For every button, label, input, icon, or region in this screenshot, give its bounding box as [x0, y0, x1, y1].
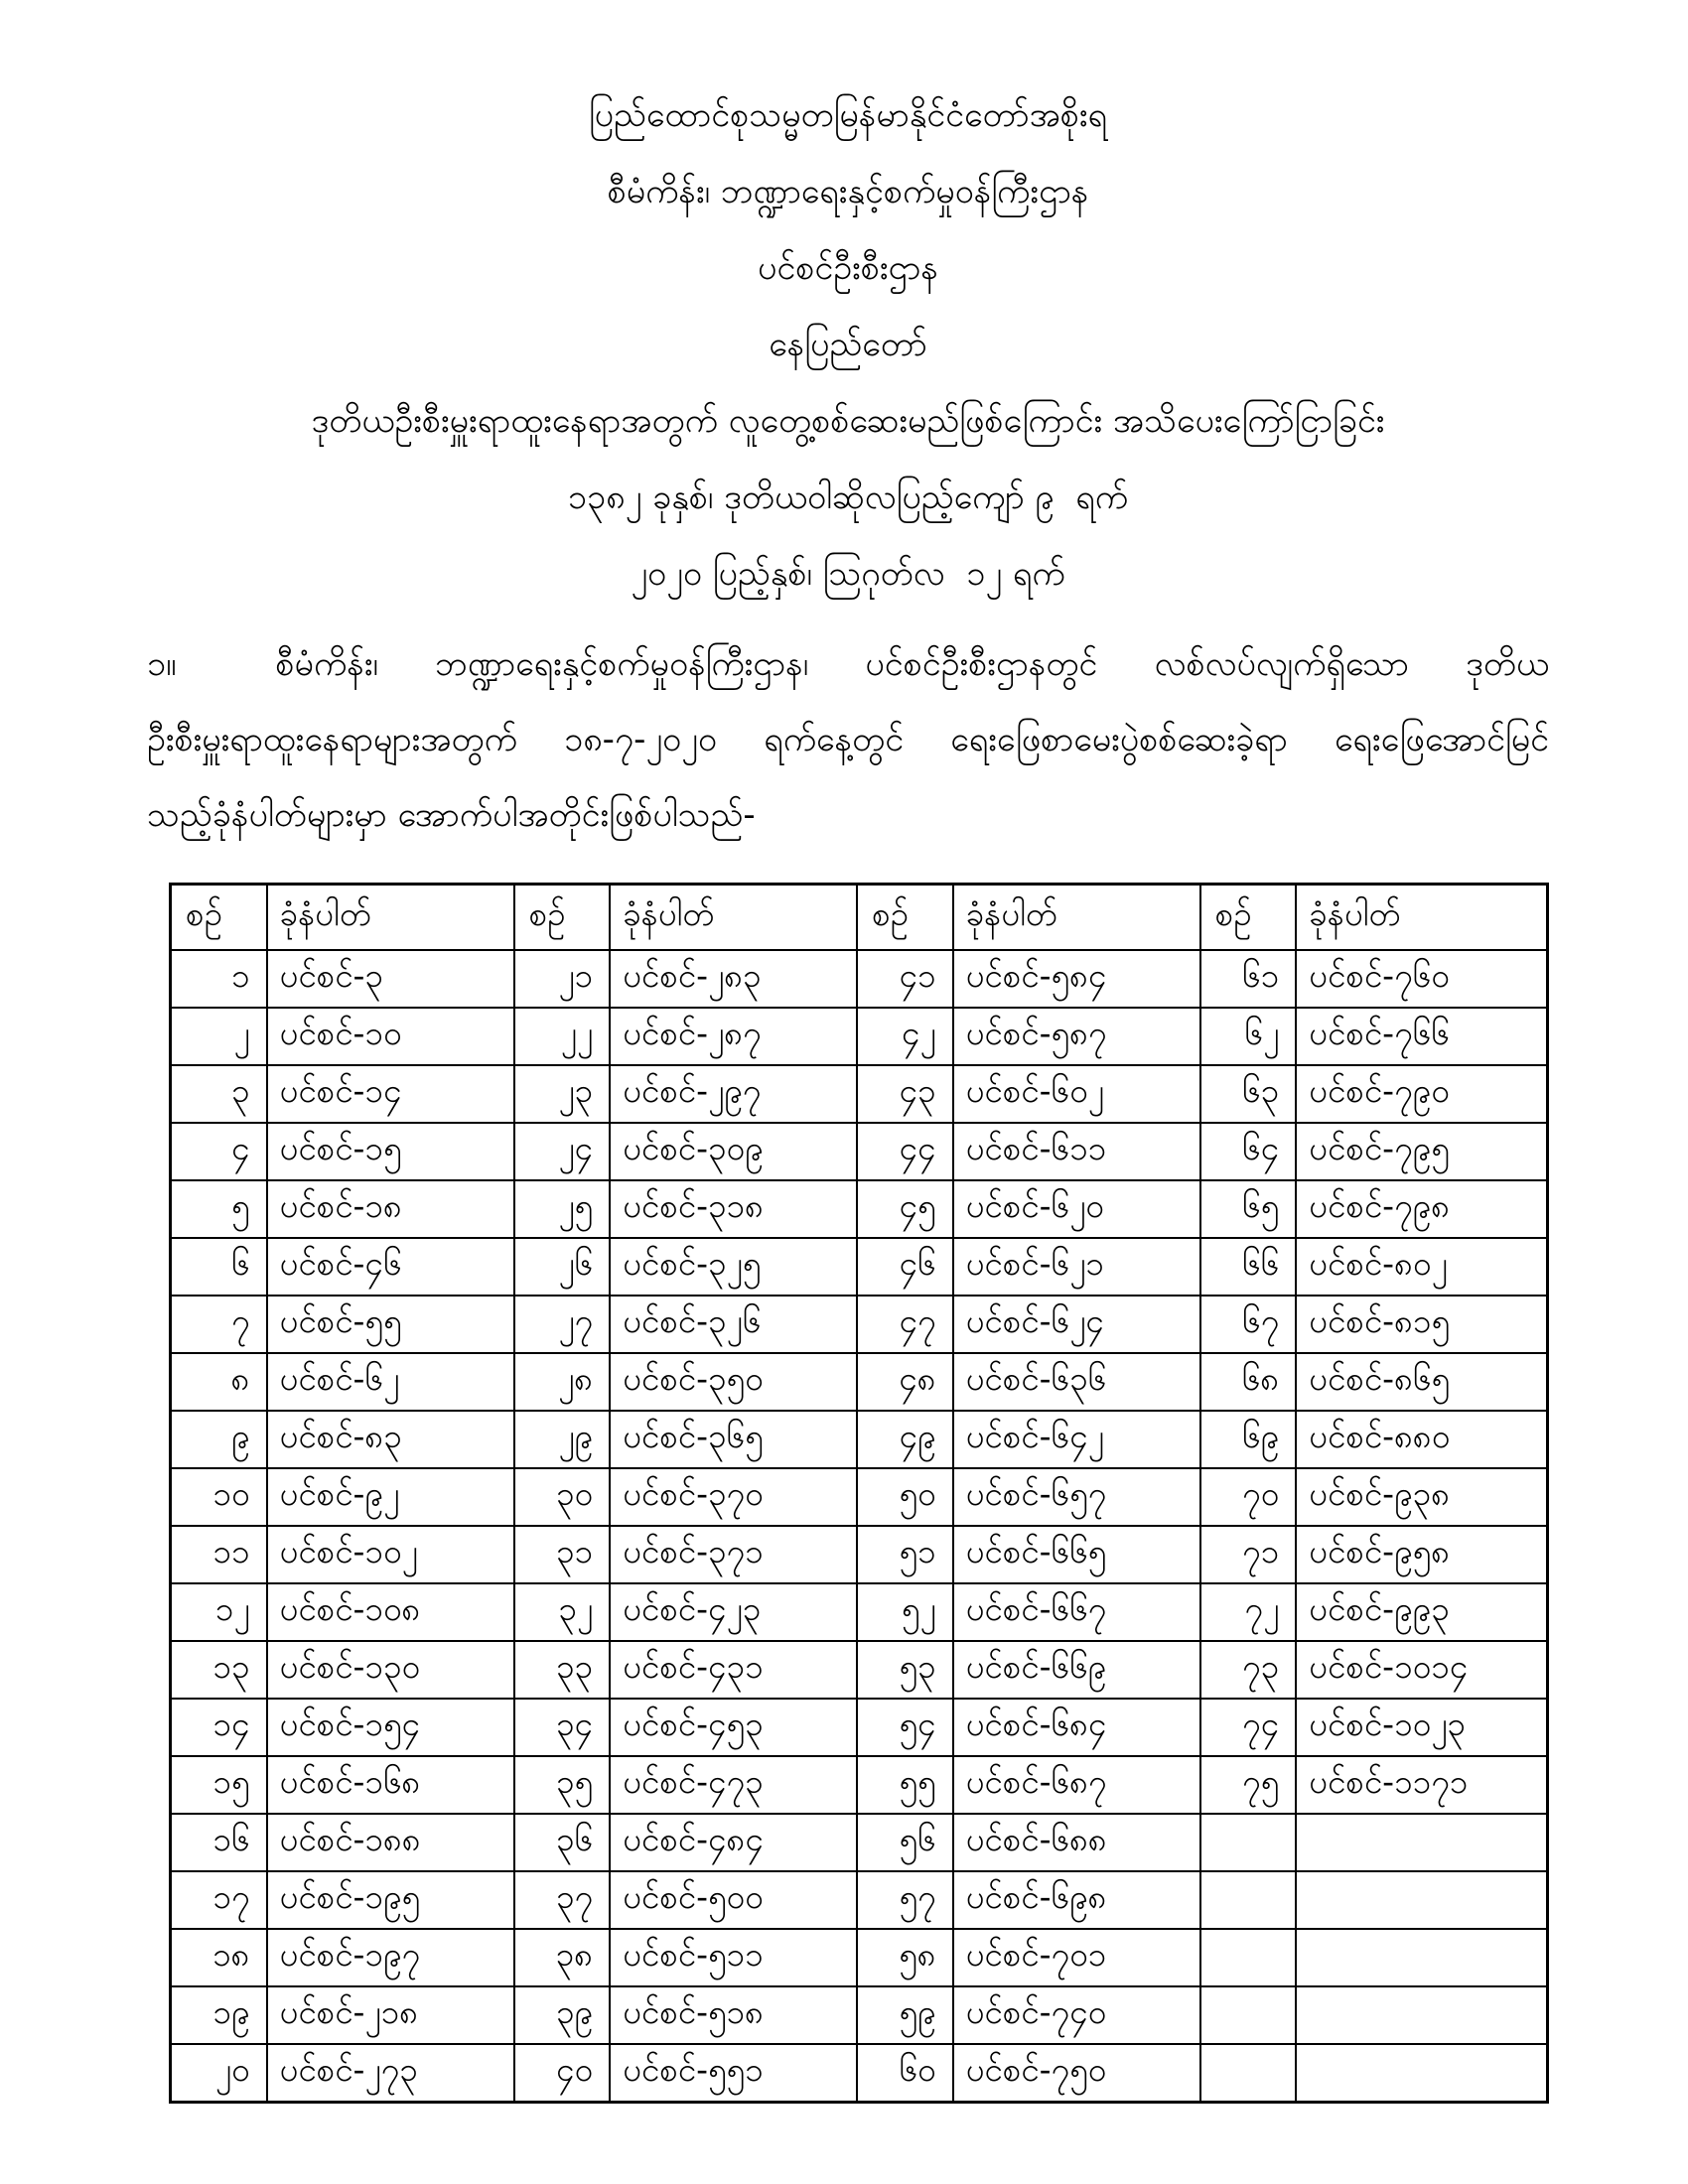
- serial-number-cell: ၁၂: [171, 1583, 267, 1641]
- serial-number-cell: ၆၆: [1200, 1238, 1297, 1296]
- serial-number-cell: ၅၅: [857, 1756, 953, 1814]
- myanmar-calendar-date: ၁၃၈၂ ခုနှစ်၊ ဒုတိယဝါဆိုလပြည့်ကျော် ၉ ရက်: [567, 478, 1129, 517]
- roll-number-cell: [1296, 2044, 1547, 2103]
- results-table-body: [171, 950, 1548, 2103]
- roll-number-cell: ပင်စင်-၁၃၀: [267, 1641, 514, 1699]
- roll-number-cell: ပင်စင်-၆၂၄: [953, 1296, 1200, 1353]
- serial-number-cell: ၇၅: [1200, 1756, 1297, 1814]
- table-row: [171, 1641, 1548, 1699]
- serial-number-cell: ၃၉: [514, 1986, 611, 2044]
- roll-number-cell: ပင်စင်-၈၆၅: [1296, 1353, 1547, 1411]
- serial-number-cell: ၅၉: [857, 1986, 953, 2044]
- table-row: [171, 1814, 1548, 1871]
- city-line: နေပြည်တော်: [769, 325, 927, 364]
- roll-number-cell: ပင်စင်-၂၈၇: [610, 1008, 857, 1065]
- table-row: [171, 1065, 1548, 1123]
- roll-number-cell: ပင်စင်-၃၀၉: [610, 1123, 857, 1180]
- serial-number-cell: ၄၇: [857, 1296, 953, 1353]
- serial-number-cell: ၇: [171, 1296, 267, 1353]
- serial-number-cell: ၄၁: [857, 950, 953, 1008]
- roll-number-cell: ပင်စင်-၂၈၃: [610, 950, 857, 1008]
- roll-number-cell: ပင်စင်-၉၅၈: [1296, 1526, 1547, 1583]
- serial-number-cell: ၆၃: [1200, 1065, 1297, 1123]
- serial-number-cell: ၁၇: [171, 1871, 267, 1929]
- column-header-roll-number: ခုံနံပါတ်: [1296, 885, 1547, 951]
- serial-number-cell: ၆၉: [1200, 1411, 1297, 1468]
- serial-number-cell: ၃၅: [514, 1756, 611, 1814]
- roll-number-cell: ပင်စင်-၆၆၇: [953, 1583, 1200, 1641]
- roll-number-cell: ပင်စင်-၅၅၁: [610, 2044, 857, 2103]
- roll-number-cell: ပင်စင်-၃: [267, 950, 514, 1008]
- roll-number-cell: ပင်စင်-၆၀၂: [953, 1065, 1200, 1123]
- serial-number-cell: ၁၀: [171, 1468, 267, 1526]
- table-row: [171, 1468, 1548, 1526]
- serial-number-cell: ၃၁: [514, 1526, 611, 1583]
- roll-number-cell: ပင်စင်-၆၈၈: [953, 1814, 1200, 1871]
- roll-number-cell: ပင်စင်-၅၀၀: [610, 1871, 857, 1929]
- serial-number-cell: ၅၈: [857, 1929, 953, 1986]
- serial-number-cell: ၅၄: [857, 1699, 953, 1756]
- serial-number-cell: ၂၄: [514, 1123, 611, 1180]
- serial-number-cell: ၂၆: [514, 1238, 611, 1296]
- serial-number-cell: ၇၄: [1200, 1699, 1297, 1756]
- serial-number-cell: ၆၄: [1200, 1123, 1297, 1180]
- roll-number-cell: ပင်စင်-၈၈၀: [1296, 1411, 1547, 1468]
- serial-number-cell: ၄၅: [857, 1180, 953, 1238]
- table-row: [171, 1929, 1548, 1986]
- roll-number-cell: ပင်စင်-၉၃၈: [1296, 1468, 1547, 1526]
- serial-number-cell: [1200, 1929, 1297, 1986]
- roll-number-cell: ပင်စင်-၁၅၄: [267, 1699, 514, 1756]
- table-row: [171, 1123, 1548, 1180]
- serial-number-cell: ၇၂: [1200, 1583, 1297, 1641]
- roll-number-cell: ပင်စင်-၇၉၅: [1296, 1123, 1547, 1180]
- table-row: [171, 1353, 1548, 1411]
- column-header-roll-number: ခုံနံပါတ်: [267, 885, 514, 951]
- table-row: [171, 1986, 1548, 2044]
- table-row: [171, 1411, 1548, 1468]
- roll-number-cell: ပင်စင်-၆၃၆: [953, 1353, 1200, 1411]
- roll-number-cell: ပင်စင်-၇၆၆: [1296, 1008, 1547, 1065]
- table-row: [171, 1756, 1548, 1814]
- serial-number-cell: ၆၁: [1200, 950, 1297, 1008]
- results-table-header-row: [171, 885, 1548, 951]
- roll-number-cell: ပင်စင်-၇၄၀: [953, 1986, 1200, 2044]
- serial-number-cell: ၄၄: [857, 1123, 953, 1180]
- table-row: [171, 1583, 1548, 1641]
- roll-number-cell: ပင်စင်-၃၅၀: [610, 1353, 857, 1411]
- column-header-roll-number: ခုံနံပါတ်: [610, 885, 857, 951]
- roll-number-cell: ပင်စင်-၆၄၂: [953, 1411, 1200, 1468]
- serial-number-cell: ၄: [171, 1123, 267, 1180]
- roll-number-cell: ပင်စင်-၈၁၅: [1296, 1296, 1547, 1353]
- serial-number-cell: ၅: [171, 1180, 267, 1238]
- serial-number-cell: ၆၀: [857, 2044, 953, 2103]
- serial-number-cell: ၂: [171, 1008, 267, 1065]
- serial-number-cell: ၁၈: [171, 1929, 267, 1986]
- roll-number-cell: ပင်စင်-၇၆၀: [1296, 950, 1547, 1008]
- roll-number-cell: ပင်စင်-၁၀၂: [267, 1526, 514, 1583]
- roll-number-cell: ပင်စင်-၃၇၁: [610, 1526, 857, 1583]
- serial-number-cell: ၁၁: [171, 1526, 267, 1583]
- table-row: [171, 1871, 1548, 1929]
- serial-number-cell: ၄၈: [857, 1353, 953, 1411]
- table-row: [171, 1296, 1548, 1353]
- serial-number-cell: ၂၂: [514, 1008, 611, 1065]
- roll-number-cell: ပင်စင်-၃၂၆: [610, 1296, 857, 1353]
- roll-number-cell: ပင်စင်-၄၅၃: [610, 1699, 857, 1756]
- serial-number-cell: ၅၆: [857, 1814, 953, 1871]
- serial-number-cell: ၁၄: [171, 1699, 267, 1756]
- serial-number-cell: ၃၄: [514, 1699, 611, 1756]
- serial-number-cell: ၃၇: [514, 1871, 611, 1929]
- ministry-title: စီမံကိန်း၊ ဘဏ္ဍာရေးနှင့်စက်မှုဝန်ကြီးဌာန: [607, 172, 1089, 211]
- roll-number-cell: ပင်စင်-၁၄: [267, 1065, 514, 1123]
- roll-number-cell: ပင်စင်-၁၉၅: [267, 1871, 514, 1929]
- roll-number-cell: ပင်စင်-၁၀: [267, 1008, 514, 1065]
- roll-number-cell: ပင်စင်-၉၉၃: [1296, 1583, 1547, 1641]
- serial-number-cell: ၃၂: [514, 1583, 611, 1641]
- roll-number-cell: ပင်စင်-၅၈၇: [953, 1008, 1200, 1065]
- roll-number-cell: ပင်စင်-၁၆၈: [267, 1756, 514, 1814]
- column-header-serial: စဉ်: [857, 885, 953, 951]
- roll-number-cell: ပင်စင်-၃၂၅: [610, 1238, 857, 1296]
- serial-number-cell: ၇၃: [1200, 1641, 1297, 1699]
- serial-number-cell: ၃: [171, 1065, 267, 1123]
- roll-number-cell: ပင်စင်-၂၉၇: [610, 1065, 857, 1123]
- column-header-roll-number: ခုံနံပါတ်: [953, 885, 1200, 951]
- serial-number-cell: ၃၈: [514, 1929, 611, 1986]
- roll-number-cell: ပင်စင်-၁၀၁၄: [1296, 1641, 1547, 1699]
- paragraph-line: ဦးစီးမှူးရာထူးနေရာများအတွက် ၁၈-၇-၂၀၂၀ ရက်နေ့တွင် ရေးဖြေစာမေးပွဲစစ်ဆေးခဲ့ရာ ရေးဖြေအောင်မြင်: [147, 720, 1549, 759]
- roll-number-results-table: [169, 883, 1549, 2104]
- column-header-serial: စဉ်: [171, 885, 267, 951]
- roll-number-cell: ပင်စင်-၁၀၂၃: [1296, 1699, 1547, 1756]
- serial-number-cell: [1200, 2044, 1297, 2103]
- roll-number-cell: ပင်စင်-၆၅၇: [953, 1468, 1200, 1526]
- roll-number-cell: ပင်စင်-၇၉၀: [1296, 1065, 1547, 1123]
- serial-number-cell: ၅၁: [857, 1526, 953, 1583]
- roll-number-cell: ပင်စင်-၆၈၄: [953, 1699, 1200, 1756]
- serial-number-cell: ၆: [171, 1238, 267, 1296]
- roll-number-cell: [1296, 1986, 1547, 2044]
- roll-number-cell: ပင်စင်-၅၈၄: [953, 950, 1200, 1008]
- serial-number-cell: ၂၃: [514, 1065, 611, 1123]
- department-title: ပင်စင်ဦးစီးဌာန: [758, 248, 938, 288]
- roll-number-cell: ပင်စင်-၁၉၇: [267, 1929, 514, 1986]
- roll-number-cell: ပင်စင်-၇၀၁: [953, 1929, 1200, 1986]
- roll-number-cell: ပင်စင်-၆၂၀: [953, 1180, 1200, 1238]
- roll-number-cell: ပင်စင်-၁၅: [267, 1123, 514, 1180]
- serial-number-cell: ၄၃: [857, 1065, 953, 1123]
- table-row: [171, 1526, 1548, 1583]
- roll-number-cell: ပင်စင်-၁၈: [267, 1180, 514, 1238]
- column-header-serial: စဉ်: [514, 885, 611, 951]
- serial-number-cell: ၃၆: [514, 1814, 611, 1871]
- serial-number-cell: ၆၈: [1200, 1353, 1297, 1411]
- paragraph-line: သည့်ခုံနံပါတ်များမှာ အောက်ပါအတိုင်းဖြစ်ပါသည်-: [147, 795, 756, 835]
- serial-number-cell: [1200, 1871, 1297, 1929]
- table-row: [171, 1180, 1548, 1238]
- roll-number-cell: ပင်စင်-၆၂၁: [953, 1238, 1200, 1296]
- gregorian-date: ၂၀၂၀ ပြည့်နှစ်၊ ဩဂုတ်လ ၁၂ ရက်: [631, 554, 1065, 594]
- serial-number-cell: ၆၅: [1200, 1180, 1297, 1238]
- roll-number-cell: ပင်စင်-၁၀၈: [267, 1583, 514, 1641]
- roll-number-cell: ပင်စင်-၅၁၈: [610, 1986, 857, 2044]
- serial-number-cell: ၇၀: [1200, 1468, 1297, 1526]
- serial-number-cell: ၅၀: [857, 1468, 953, 1526]
- paragraph-text: စီမံကိန်း၊ ဘဏ္ဍာရေးနှင့်စက်မှုဝန်ကြီးဌာန၊ ပင်စင်ဦးစီးဌာနတွင် လစ်လပ်လျက်ရှိသော ဒုတိယ: [275, 644, 1549, 684]
- serial-number-cell: ၈: [171, 1353, 267, 1411]
- serial-number-cell: ၂၈: [514, 1353, 611, 1411]
- serial-number-cell: ၇၁: [1200, 1526, 1297, 1583]
- document-header: [147, 77, 1549, 613]
- serial-number-cell: ၂၅: [514, 1180, 611, 1238]
- roll-number-cell: ပင်စင်-၃၇၀: [610, 1468, 857, 1526]
- roll-number-cell: ပင်စင်-၅၁၁: [610, 1929, 857, 1986]
- roll-number-cell: [1296, 1871, 1547, 1929]
- roll-number-cell: ပင်စင်-၈၃: [267, 1411, 514, 1468]
- paragraph-number: ၁။: [147, 644, 177, 684]
- roll-number-cell: [1296, 1929, 1547, 1986]
- serial-number-cell: ၁: [171, 950, 267, 1008]
- roll-number-cell: [1296, 1814, 1547, 1871]
- roll-number-cell: ပင်စင်-၈၀၂: [1296, 1238, 1547, 1296]
- serial-number-cell: ၆၂: [1200, 1008, 1297, 1065]
- serial-number-cell: ၂၉: [514, 1411, 611, 1468]
- serial-number-cell: ၁၆: [171, 1814, 267, 1871]
- serial-number-cell: ၃၀: [514, 1468, 611, 1526]
- serial-number-cell: ၅၃: [857, 1641, 953, 1699]
- roll-number-cell: ပင်စင်-၁၁၇၁: [1296, 1756, 1547, 1814]
- roll-number-cell: ပင်စင်-၆၆၅: [953, 1526, 1200, 1583]
- roll-number-cell: ပင်စင်-၄၃၁: [610, 1641, 857, 1699]
- serial-number-cell: ၄၉: [857, 1411, 953, 1468]
- roll-number-cell: ပင်စင်-၆၆၉: [953, 1641, 1200, 1699]
- announcement-subject: ဒုတိယဦးစီးမှူးရာထူးနေရာအတွက် လူတွေ့စစ်ဆေးမည်ဖြစ်ကြောင်း အသိပေးကြော်ငြာခြင်း: [311, 401, 1385, 441]
- roll-number-cell: ပင်စင်-၁၈၈: [267, 1814, 514, 1871]
- roll-number-cell: ပင်စင်-၂၇၃: [267, 2044, 514, 2103]
- roll-number-cell: ပင်စင်-၄၆: [267, 1238, 514, 1296]
- serial-number-cell: ၂၇: [514, 1296, 611, 1353]
- paragraph-line: [147, 626, 1549, 702]
- roll-number-cell: ပင်စင်-၄၇၃: [610, 1756, 857, 1814]
- table-row: [171, 1008, 1548, 1065]
- serial-number-cell: ၃၃: [514, 1641, 611, 1699]
- roll-number-cell: ပင်စင်-၇၅၀: [953, 2044, 1200, 2103]
- table-row: [171, 950, 1548, 1008]
- serial-number-cell: ၅၂: [857, 1583, 953, 1641]
- table-row: [171, 1238, 1548, 1296]
- roll-number-cell: ပင်စင်-၆၉၈: [953, 1871, 1200, 1929]
- roll-number-cell: ပင်စင်-၂၁၈: [267, 1986, 514, 2044]
- serial-number-cell: ၅၇: [857, 1871, 953, 1929]
- serial-number-cell: ၁၃: [171, 1641, 267, 1699]
- roll-number-cell: ပင်စင်-၆၈၇: [953, 1756, 1200, 1814]
- serial-number-cell: ၂၀: [171, 2044, 267, 2103]
- serial-number-cell: ၁၉: [171, 1986, 267, 2044]
- roll-number-cell: ပင်စင်-၃၁၈: [610, 1180, 857, 1238]
- serial-number-cell: [1200, 1814, 1297, 1871]
- serial-number-cell: ၄၆: [857, 1238, 953, 1296]
- serial-number-cell: ၂၁: [514, 950, 611, 1008]
- column-header-serial: စဉ်: [1200, 885, 1297, 951]
- body-paragraph: [147, 626, 1549, 853]
- roll-number-cell: ပင်စင်-၆၂: [267, 1353, 514, 1411]
- serial-number-cell: ၁၅: [171, 1756, 267, 1814]
- roll-number-cell: ပင်စင်-၄၈၄: [610, 1814, 857, 1871]
- roll-number-cell: ပင်စင်-၇၉၈: [1296, 1180, 1547, 1238]
- table-row: [171, 1699, 1548, 1756]
- serial-number-cell: ၄၂: [857, 1008, 953, 1065]
- table-row: [171, 2044, 1548, 2103]
- roll-number-cell: ပင်စင်-၅၅: [267, 1296, 514, 1353]
- serial-number-cell: [1200, 1986, 1297, 2044]
- roll-number-cell: ပင်စင်-၉၂: [267, 1468, 514, 1526]
- roll-number-cell: ပင်စင်-၃၆၅: [610, 1411, 857, 1468]
- serial-number-cell: ၆၇: [1200, 1296, 1297, 1353]
- serial-number-cell: ၉: [171, 1411, 267, 1468]
- government-title: ပြည်ထောင်စုသမ္မတမြန်မာနိုင်ငံတော်အစိုးရ: [588, 95, 1108, 135]
- serial-number-cell: ၄၀: [514, 2044, 611, 2103]
- roll-number-cell: ပင်စင်-၆၁၁: [953, 1123, 1200, 1180]
- roll-number-cell: ပင်စင်-၄၂၃: [610, 1583, 857, 1641]
